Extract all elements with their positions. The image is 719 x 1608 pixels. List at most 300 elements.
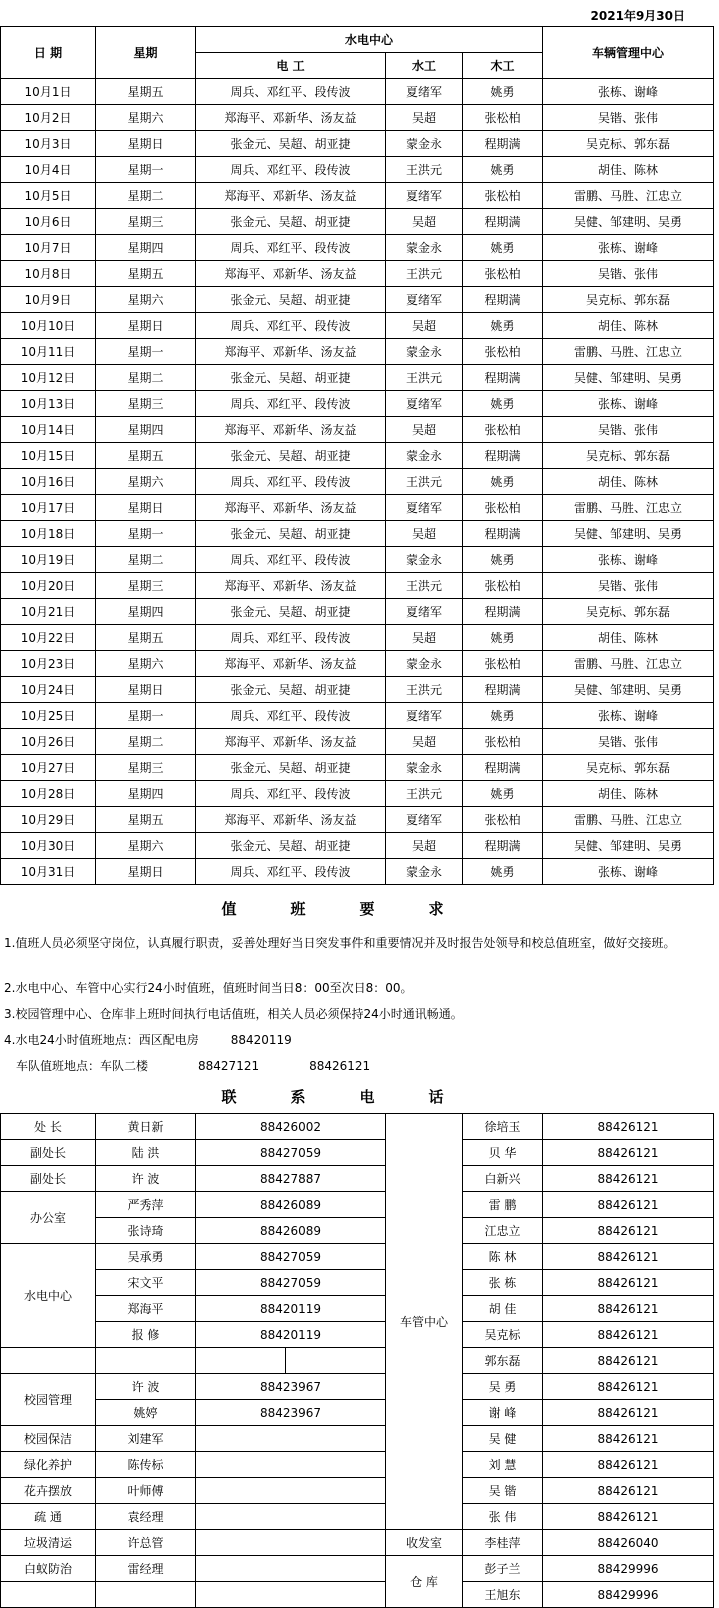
name-chief: 黄日新 [96,1114,196,1140]
cell-vehicle-staff: 雷鹏、马胜、江忠立 [543,495,714,521]
vc-name: 雷 鹏 [463,1192,543,1218]
cell-vehicle-staff: 吴克标、郭东磊 [543,131,714,157]
requirement-5-phone-2: 88426121 [309,1058,371,1073]
schedule-row [1,547,714,573]
role-deputy: 副处长 [1,1140,96,1166]
cell-date: 10月8日 [1,261,96,287]
empty-cell [1,1348,96,1374]
cell-date: 10月5日 [1,183,96,209]
cell-electricians: 周兵、邓红平、段传波 [196,469,386,495]
cell-electricians: 周兵、邓红平、段传波 [196,859,386,885]
cell-vehicle-staff: 吴克标、郭东磊 [543,755,714,781]
cell-electricians: 张金元、吴超、胡亚捷 [196,599,386,625]
requirement-4-text: 4.水电24小时值班地点：西区配电房 [4,1032,199,1047]
cell-vehicle-staff: 吴锴、张伟 [543,261,714,287]
schedule-row [1,859,714,885]
cell-weekday: 星期日 [96,313,196,339]
cell-weekday: 星期五 [96,625,196,651]
vc-name: 吴克标 [463,1322,543,1348]
vc-phone: 88426121 [543,1504,714,1530]
cell-date: 10月15日 [1,443,96,469]
role-campus: 校园管理 [1,1374,96,1426]
cell-vehicle-staff: 吴锴、张伟 [543,417,714,443]
cell-date: 10月18日 [1,521,96,547]
name-campus: 许 波 [96,1374,196,1400]
cell-plumber: 王洪元 [386,157,463,183]
cell-vehicle-staff: 吴健、邹建明、吴勇 [543,365,714,391]
empty-cell [96,1582,196,1608]
requirement-1: 1.值班人员必须坚守岗位，认真履行职责，妥善处理好当日突发事件和重要情况并及时报告处领导和校总值班室，做好交接班。 [4,936,676,950]
cell-electricians: 郑海平、邓新华、汤友益 [196,573,386,599]
cell-carpenter: 姚勇 [463,313,543,339]
schedule-row [1,157,714,183]
cell-plumber: 吴超 [386,521,463,547]
role-other: 校园保洁 [1,1426,96,1452]
cell-vehicle-staff: 张栋、谢峰 [543,235,714,261]
name-water: 郑海平 [96,1296,196,1322]
vc-name: 郭东磊 [463,1348,543,1374]
vc-name: 贝 华 [463,1140,543,1166]
vc-name: 白新兴 [463,1166,543,1192]
cell-plumber: 夏绪军 [386,703,463,729]
cell-date: 10月7日 [1,235,96,261]
cell-vehicle-staff: 张栋、谢峰 [543,79,714,105]
cell-date: 10月11日 [1,339,96,365]
requirement-5-text: 车队值班地点：车队二楼 [16,1058,149,1073]
cell-vehicle-staff: 雷鹏、马胜、江忠立 [543,807,714,833]
vc-phone: 88426121 [543,1400,714,1426]
cell-electricians: 张金元、吴超、胡亚捷 [196,131,386,157]
cell-carpenter: 程期满 [463,443,543,469]
cell-vehicle-staff: 吴克标、郭东磊 [543,599,714,625]
cell-vehicle-staff: 吴锴、张伟 [543,729,714,755]
schedule-row [1,183,714,209]
cell-weekday: 星期二 [96,365,196,391]
cell-plumber: 王洪元 [386,469,463,495]
contacts-table [0,1113,714,1608]
name-warehouse: 彭子兰 [463,1556,543,1582]
schedule-row [1,339,714,365]
cell-carpenter: 程期满 [463,599,543,625]
cell-plumber: 蒙金永 [386,235,463,261]
phone-water: 88420119 [196,1322,386,1348]
phone-mailroom: 88426040 [543,1530,714,1556]
cell-weekday: 星期五 [96,79,196,105]
cell-electricians: 张金元、吴超、胡亚捷 [196,677,386,703]
phone-deputy: 88427059 [196,1140,386,1166]
cell-vehicle-staff: 吴健、邹建明、吴勇 [543,833,714,859]
schedule-row [1,105,714,131]
cell-electricians: 郑海平、邓新华、汤友益 [196,651,386,677]
cell-electricians: 张金元、吴超、胡亚捷 [196,833,386,859]
role-other: 绿化养护 [1,1452,96,1478]
cell-electricians: 张金元、吴超、胡亚捷 [196,755,386,781]
vc-name: 刘 慧 [463,1452,543,1478]
cell-plumber: 蒙金永 [386,131,463,157]
vc-phone: 88426121 [543,1218,714,1244]
cell-vehicle-staff: 胡佳、陈林 [543,313,714,339]
role-other: 疏 通 [1,1504,96,1530]
name-other: 袁经理 [96,1504,196,1530]
cell-plumber: 吴超 [386,625,463,651]
cell-electricians: 周兵、邓红平、段传波 [196,547,386,573]
cell-weekday: 星期一 [96,703,196,729]
cell-weekday: 星期六 [96,833,196,859]
role-other: 白蚁防治 [1,1556,96,1582]
cell-weekday: 星期一 [96,339,196,365]
cell-date: 10月1日 [1,79,96,105]
header-plumber: 水工 [386,53,463,79]
cell-plumber: 蒙金永 [386,547,463,573]
phone-campus: 88423967 [196,1400,386,1426]
header-electrician: 电 工 [196,53,386,79]
cell-plumber: 夏绪军 [386,183,463,209]
cell-date: 10月27日 [1,755,96,781]
cell-weekday: 星期二 [96,729,196,755]
vc-name: 张 栋 [463,1270,543,1296]
cell-weekday: 星期二 [96,183,196,209]
cell-date: 10月19日 [1,547,96,573]
schedule-row [1,495,714,521]
duty-schedule-table [0,26,714,885]
cell-carpenter: 张松柏 [463,417,543,443]
cell-vehicle-staff: 胡佳、陈林 [543,157,714,183]
cell-electricians: 郑海平、邓新华、汤友益 [196,183,386,209]
cell-plumber: 夏绪军 [386,79,463,105]
cell-carpenter: 张松柏 [463,729,543,755]
cell-date: 10月24日 [1,677,96,703]
cell-electricians: 周兵、邓红平、段传波 [196,703,386,729]
duty-schedule-body [1,79,714,885]
cell-vehicle-staff: 张栋、谢峰 [543,859,714,885]
empty-cell [196,1348,286,1374]
empty-cell [196,1452,386,1478]
role-chief: 处 长 [1,1114,96,1140]
schedule-row [1,417,714,443]
cell-plumber: 王洪元 [386,781,463,807]
cell-date: 10月14日 [1,417,96,443]
vc-name: 胡 佳 [463,1296,543,1322]
cell-carpenter: 张松柏 [463,339,543,365]
name-other: 许总管 [96,1530,196,1556]
name-other: 雷经理 [96,1556,196,1582]
header-water-elec: 水电中心 [196,27,543,53]
empty-cell [196,1582,386,1608]
vc-phone: 88426121 [543,1166,714,1192]
schedule-row [1,833,714,859]
cell-carpenter: 姚勇 [463,157,543,183]
requirement-5-phone-1: 88427121 [198,1058,260,1073]
cell-date: 10月31日 [1,859,96,885]
cell-weekday: 星期四 [96,235,196,261]
cell-vehicle-staff: 张栋、谢峰 [543,391,714,417]
cell-weekday: 星期日 [96,131,196,157]
cell-vehicle-staff: 雷鹏、马胜、江忠立 [543,339,714,365]
cell-date: 10月4日 [1,157,96,183]
vc-phone: 88426121 [543,1374,714,1400]
cell-electricians: 郑海平、邓新华、汤友益 [196,495,386,521]
schedule-row [1,365,714,391]
vc-name: 谢 峰 [463,1400,543,1426]
cell-plumber: 夏绪军 [386,287,463,313]
vc-phone: 88426121 [543,1426,714,1452]
cell-carpenter: 程期满 [463,287,543,313]
name-other: 刘建军 [96,1426,196,1452]
empty-cell [96,1348,196,1374]
header-date: 日 期 [1,27,96,79]
schedule-row [1,443,714,469]
header-weekday: 星期 [96,27,196,79]
name-warehouse: 王旭东 [463,1582,543,1608]
schedule-row [1,781,714,807]
cell-plumber: 蒙金永 [386,859,463,885]
cell-date: 10月28日 [1,781,96,807]
cell-carpenter: 程期满 [463,755,543,781]
cell-vehicle-staff: 吴克标、郭东磊 [543,287,714,313]
empty-cell [196,1426,386,1452]
cell-date: 10月26日 [1,729,96,755]
name-water: 宋文平 [96,1270,196,1296]
phone-deputy: 88427887 [196,1166,386,1192]
phone-water: 88420119 [196,1296,386,1322]
cell-carpenter: 程期满 [463,131,543,157]
cell-carpenter: 姚勇 [463,703,543,729]
header-row-1 [1,27,714,53]
empty-cell [196,1504,386,1530]
cell-carpenter: 程期满 [463,209,543,235]
cell-carpenter: 张松柏 [463,651,543,677]
cell-electricians: 张金元、吴超、胡亚捷 [196,209,386,235]
phone-campus: 88423967 [196,1374,386,1400]
vc-name: 吴 勇 [463,1374,543,1400]
cell-vehicle-staff: 雷鹏、马胜、江忠立 [543,183,714,209]
cell-vehicle-staff: 吴锴、张伟 [543,105,714,131]
cell-date: 10月22日 [1,625,96,651]
cell-date: 10月6日 [1,209,96,235]
cell-carpenter: 姚勇 [463,469,543,495]
requirement-5 [4,1053,719,1079]
empty-cell [196,1530,386,1556]
schedule-row [1,703,714,729]
cell-vehicle-staff: 吴克标、郭东磊 [543,443,714,469]
cell-date: 10月25日 [1,703,96,729]
cell-weekday: 星期六 [96,105,196,131]
cell-plumber: 王洪元 [386,573,463,599]
vc-phone: 88426121 [543,1322,714,1348]
cell-weekday: 星期六 [96,287,196,313]
cell-weekday: 星期日 [96,495,196,521]
schedule-row [1,755,714,781]
cell-carpenter: 姚勇 [463,391,543,417]
empty-cell [196,1556,386,1582]
schedule-row [1,651,714,677]
vc-phone: 88426121 [543,1244,714,1270]
cell-vehicle-staff: 胡佳、陈林 [543,469,714,495]
name-campus: 姚婷 [96,1400,196,1426]
cell-date: 10月12日 [1,365,96,391]
cell-date: 10月20日 [1,573,96,599]
cell-vehicle-staff: 雷鹏、马胜、江忠立 [543,651,714,677]
cell-weekday: 星期日 [96,677,196,703]
cell-weekday: 星期五 [96,807,196,833]
contacts-title: 联系电话 [221,1087,498,1106]
phone-office: 88426089 [196,1218,386,1244]
cell-vehicle-staff: 吴健、邹建明、吴勇 [543,209,714,235]
cell-electricians: 周兵、邓红平、段传波 [196,625,386,651]
cell-date: 10月10日 [1,313,96,339]
cell-plumber: 王洪元 [386,261,463,287]
schedule-row [1,209,714,235]
cell-weekday: 星期六 [96,469,196,495]
name-water: 吴承勇 [96,1244,196,1270]
cell-plumber: 夏绪军 [386,391,463,417]
cell-plumber: 蒙金永 [386,755,463,781]
schedule-row [1,469,714,495]
vc-phone: 88426121 [543,1452,714,1478]
role-deputy: 副处长 [1,1166,96,1192]
name-other: 陈传标 [96,1452,196,1478]
header-vehicle: 车辆管理中心 [543,27,714,79]
name-deputy: 陆 洪 [96,1140,196,1166]
schedule-row [1,131,714,157]
cell-carpenter: 张松柏 [463,573,543,599]
role-mailroom: 收发室 [386,1530,463,1556]
schedule-row [1,235,714,261]
cell-electricians: 张金元、吴超、胡亚捷 [196,365,386,391]
cell-electricians: 郑海平、邓新华、汤友益 [196,807,386,833]
cell-carpenter: 程期满 [463,365,543,391]
cell-date: 10月16日 [1,469,96,495]
cell-plumber: 王洪元 [386,677,463,703]
cell-weekday: 星期三 [96,573,196,599]
header-carpenter: 木工 [463,53,543,79]
cell-carpenter: 姚勇 [463,859,543,885]
cell-carpenter: 姚勇 [463,625,543,651]
name-office: 严秀萍 [96,1192,196,1218]
cell-date: 10月17日 [1,495,96,521]
cell-weekday: 星期三 [96,755,196,781]
phone-water: 88427059 [196,1244,386,1270]
schedule-row [1,573,714,599]
cell-plumber: 吴超 [386,729,463,755]
schedule-row [1,599,714,625]
schedule-row [1,729,714,755]
name-mailroom: 李桂萍 [463,1530,543,1556]
cell-plumber: 蒙金永 [386,651,463,677]
phone-warehouse: 88429996 [543,1556,714,1582]
empty-cell [196,1478,386,1504]
vc-phone: 88426121 [543,1140,714,1166]
name-office: 张诗琦 [96,1218,196,1244]
cell-electricians: 周兵、邓红平、段传波 [196,313,386,339]
cell-plumber: 夏绪军 [386,495,463,521]
cell-weekday: 星期六 [96,651,196,677]
vc-name: 吴 锴 [463,1478,543,1504]
cell-carpenter: 张松柏 [463,495,543,521]
phone-chief: 88426002 [196,1114,386,1140]
vc-phone: 88426121 [543,1478,714,1504]
vc-phone: 88426121 [543,1270,714,1296]
requirements-section [0,931,719,1079]
vc-phone: 88426121 [543,1114,714,1140]
role-warehouse: 仓 库 [386,1556,463,1608]
cell-carpenter: 姚勇 [463,235,543,261]
vc-name: 徐培玉 [463,1114,543,1140]
cell-date: 10月9日 [1,287,96,313]
vc-name: 吴 健 [463,1426,543,1452]
vc-name: 江忠立 [463,1218,543,1244]
empty-cell [286,1348,386,1374]
schedule-row [1,521,714,547]
cell-electricians: 郑海平、邓新华、汤友益 [196,417,386,443]
cell-date: 10月29日 [1,807,96,833]
role-water: 水电中心 [1,1244,96,1348]
cell-date: 10月3日 [1,131,96,157]
requirements-title: 值班要求 [221,899,498,918]
cell-carpenter: 程期满 [463,521,543,547]
cell-carpenter: 程期满 [463,833,543,859]
vc-name: 张 伟 [463,1504,543,1530]
cell-plumber: 蒙金永 [386,443,463,469]
cell-electricians: 郑海平、邓新华、汤友益 [196,105,386,131]
name-deputy: 许 波 [96,1166,196,1192]
cell-electricians: 周兵、邓红平、段传波 [196,79,386,105]
vc-phone: 88426121 [543,1348,714,1374]
schedule-row [1,261,714,287]
cell-plumber: 吴超 [386,833,463,859]
empty-cell [1,1582,96,1608]
cell-weekday: 星期一 [96,157,196,183]
cell-weekday: 星期三 [96,391,196,417]
schedule-row [1,807,714,833]
cell-carpenter: 张松柏 [463,807,543,833]
date-line [0,0,719,26]
role-office: 办公室 [1,1192,96,1244]
schedule-row [1,625,714,651]
cell-date: 10月2日 [1,105,96,131]
report-date: 2021年9月30日 [590,9,685,23]
role-other: 垃圾清运 [1,1530,96,1556]
requirement-3: 3.校园管理中心、仓库非上班时间执行电话值班，相关人员必须保持24小时通讯畅通。 [4,1006,463,1021]
cell-date: 10月13日 [1,391,96,417]
cell-plumber: 吴超 [386,105,463,131]
cell-electricians: 张金元、吴超、胡亚捷 [196,287,386,313]
schedule-row [1,313,714,339]
cell-weekday: 星期三 [96,209,196,235]
cell-electricians: 张金元、吴超、胡亚捷 [196,443,386,469]
role-vehicle-center: 车管中心 [386,1114,463,1530]
schedule-row [1,79,714,105]
cell-weekday: 星期四 [96,599,196,625]
role-other: 花卉摆放 [1,1478,96,1504]
vc-phone: 88426121 [543,1296,714,1322]
cell-plumber: 吴超 [386,313,463,339]
cell-plumber: 蒙金永 [386,339,463,365]
phone-water: 88427059 [196,1270,386,1296]
cell-vehicle-staff: 张栋、谢峰 [543,547,714,573]
cell-weekday: 星期一 [96,521,196,547]
cell-plumber: 吴超 [386,209,463,235]
cell-carpenter: 程期满 [463,677,543,703]
cell-electricians: 周兵、邓红平、段传波 [196,235,386,261]
cell-electricians: 张金元、吴超、胡亚捷 [196,521,386,547]
schedule-row [1,677,714,703]
cell-vehicle-staff: 胡佳、陈林 [543,781,714,807]
cell-weekday: 星期四 [96,781,196,807]
requirement-4 [4,1027,719,1053]
cell-vehicle-staff: 胡佳、陈林 [543,625,714,651]
cell-weekday: 星期五 [96,443,196,469]
